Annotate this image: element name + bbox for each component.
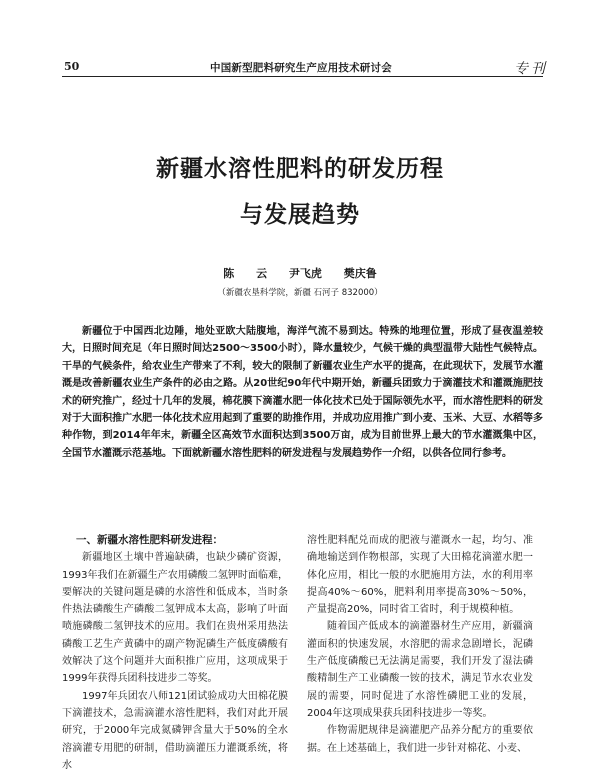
left-column (62, 532, 288, 774)
special-issue-mark: 专刊 (514, 61, 548, 77)
body-paragraph-continued: 溶性肥料配兑而成的肥液与灌溉水一起，均匀、准确地输送到作物根部，实现了大田棉花滴灌水肥一体化应用，相比一般的水肥施用方法，水的利用率提高40%～60%，肥料利用率提高30%～50%，产量提高20%，同时省工省时，利于规模种植。 (307, 535, 533, 616)
authors: 陈 云 尹飞虎 樊庆鲁 (223, 267, 377, 280)
section-heading: 一、新疆水溶性肥料研发进程： (76, 534, 223, 546)
right-column (307, 532, 533, 757)
article-title-line-2: 与发展趋势 (240, 202, 360, 228)
running-head: 中国新型肥料研究生产应用技术研讨会 (210, 62, 392, 74)
header-rule (62, 76, 543, 77)
body-paragraph: 作物需肥规律是滴灌肥产品养分配方的重要依据。在上述基础上，我们进一步针对棉花、小麦、 (307, 725, 533, 754)
body-paragraph: 新疆地区土壤中普遍缺磷，也缺少磷矿资源，1993年我们在新疆生产农用磷酸二氢钾时面临难，要解决的关键问题是磷的水溶性和低成本，当时条件热法磷酸生产磷酸二氢钾成本太高，影响了叶面喷施磷酸二氢钾技术的应用。我们在贵州采用热法磷酸工艺生产黄磷中的副产物泥磷生产低度磷酸有效解决了这个问题并大面积推广应用，这项成果于1999年获得兵团科技进步二等奖。 (62, 552, 288, 685)
article-title-line-1: 新疆水溶性肥料的研发历程 (156, 156, 444, 182)
page-number: 50 (64, 60, 80, 73)
body-paragraph: 随着国产低成本的滴灌器材生产应用，新疆滴灌面积的快速发展，水溶肥的需求急剧增长，泥磷生产低度磷酸已无法满足需要，我们开发了湿法磷酸精制生产工业磷酸一铵的技术，满足节水农业发展的需要，同时促进了水溶性磷肥工业的发展，2004年这项成果获兵团科技进步一等奖。 (307, 621, 533, 719)
body-paragraph: 1997年兵团农八师121团试验成功大田棉花膜下滴灌技术，急需滴灌水溶性肥料，我们对此开展研究，于2000年完成氮磷钾含量大于50%的全水溶滴灌专用肥的研制，借助滴灌压力灌溉系统，将水 (62, 690, 288, 771)
abstract: 新疆位于中国西北边陲，地处亚欧大陆腹地，海洋气流不易到达。特殊的地理位置，形成了昼夜温差较大，日照时间充足（年日照时间达2500～3500小时），降水量较少，气候干燥的典型温带大陆性气候特点。干旱的气候条件，给农业生产带来了不利，较大的限制了新疆农业生产水平的提高，在此现状下，发展节水灌溉是改善新疆农业生产条件的必由之路。从20世纪90年代中期开始，新疆兵团致力于滴灌技术和灌溉施肥技术的研究推广，经过十几年的发展，棉花膜下滴灌水肥一体化技术已处于国际领先水平，而水溶性肥料的研发对于大面积推广水肥一体化技术应用起到了重要的助推作用，并成功应用推广到小麦、玉米、大豆、水稻等多种作物，到2014年年末，新疆全区高效节水面积达到3500万亩，成为目前世界上最大的节水灌溉集中区，全国节水灌溉示范基地。下面就新疆水溶性肥料的研发进程与发展趋势作一介绍，以供各位同行参考。 (62, 326, 543, 459)
affiliation: （新疆农垦科学院，新疆 石河子 832000） (217, 288, 383, 298)
